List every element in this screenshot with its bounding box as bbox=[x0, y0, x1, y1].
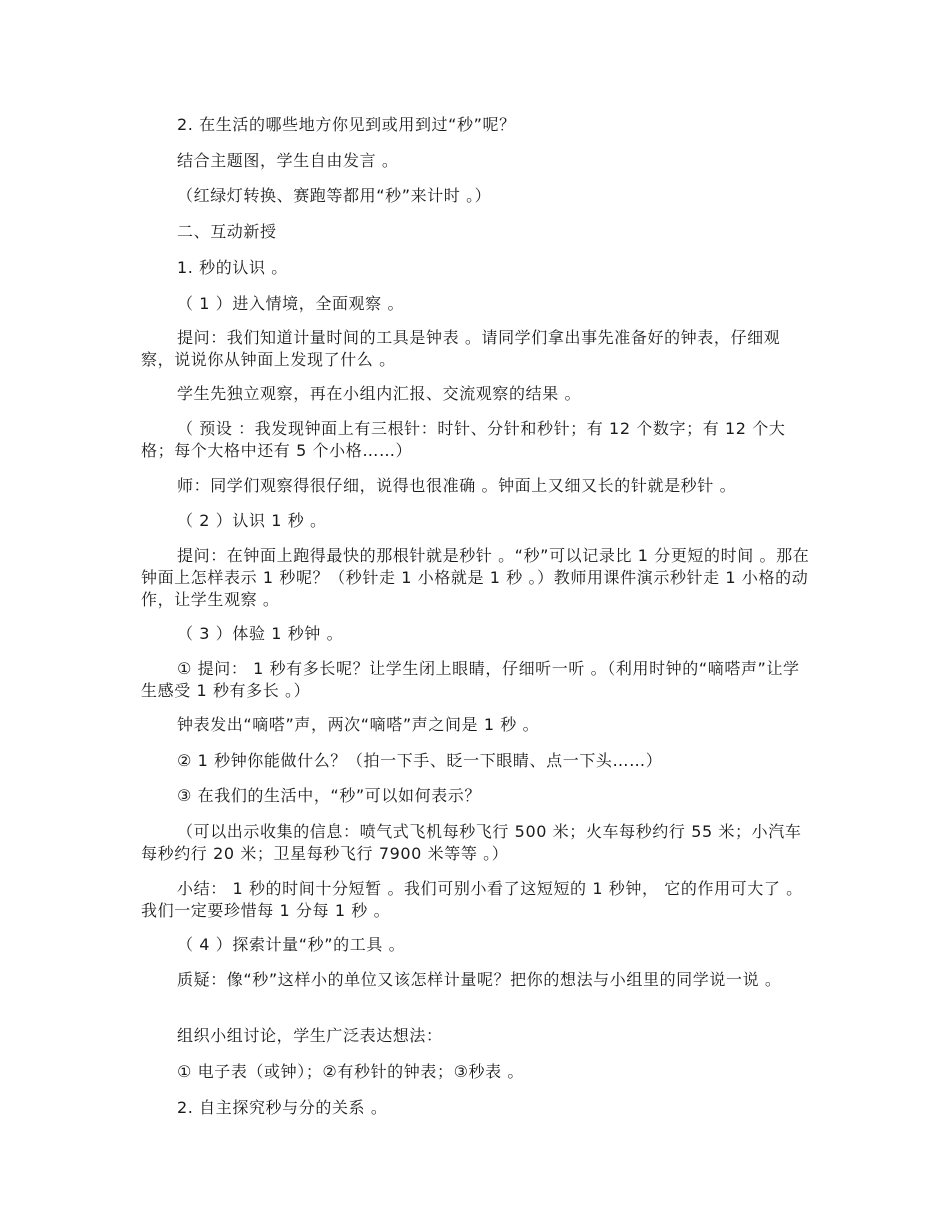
step-1-heading: （ 1 ）进入情境，全面观察 。 bbox=[177, 294, 405, 313]
paragraph-tools: ① 电子表（或钟）；②有秒针的钟表；③秒表 。 bbox=[177, 1062, 525, 1081]
paragraph-question-2: 2. 在生活的哪些地方你见到或用到过“秒”呢？ bbox=[177, 115, 516, 134]
paragraph-observe: 学生先独立观察，再在小组内汇报、交流观察的结果 。 bbox=[177, 384, 582, 403]
paragraph-free-speech: 结合主题图，学生自由发言 。 bbox=[177, 151, 399, 170]
paragraph-query: 质疑：像“秒”这样小的单位又该怎样计量呢？把你的想法与小组里的同学说一说 。 bbox=[177, 970, 782, 989]
paragraph-tick: 钟表发出“嘀嗒”声，两次“嘀嗒”声之间是 1 秒 。 bbox=[177, 715, 540, 734]
paragraph-info: （可以出示收集的信息：喷气式飞机每秒飞行 500 米；火车每秒约行 55 米；小汽车每秒约行 20 米；卫星每秒飞行 7900 米等等 。） bbox=[141, 822, 802, 863]
step-3-heading: （ 3 ）体验 1 秒钟 。 bbox=[177, 624, 344, 643]
step-4-heading: （ 4 ）探索计量“秒”的工具 。 bbox=[177, 935, 406, 954]
paragraph-life-second: ③ 在我们的生活中，“秒”可以如何表示？ bbox=[177, 786, 482, 805]
paragraph-group-discussion: 组织小组讨论，学生广泛表达想法： bbox=[177, 1026, 443, 1045]
step-2-heading: （ 2 ）认识 1 秒 。 bbox=[177, 511, 327, 530]
subheading-second-recognition: 1. 秒的认识 。 bbox=[177, 258, 288, 277]
section-heading-interactive: 二、互动新授 bbox=[177, 222, 277, 241]
paragraph-traffic-light: （红绿灯转换、赛跑等都用“秒”来计时 。） bbox=[177, 186, 492, 205]
paragraph-second-hand: 提问：在钟面上跑得最快的那根针就是秒针 。“秒”可以记录比 1 分更短的时间 。那在钟面上怎样表示 1 秒呢？（秒针走 1 小格就是 1 秒 。）教师用课件演示秒针走 1 小格的动作，让学生观察 。 bbox=[141, 546, 810, 609]
paragraph-experience: ① 提问： 1 秒有多长呢？让学生闭上眼睛，仔细听一听 。（利用时钟的“嘀嗒声”让学生感受 1 秒有多长 。） bbox=[141, 659, 800, 700]
paragraph-summary: 小结： 1 秒的时间十分短暂 。我们可别小看了这短短的 1 秒钟， 它的作用可大了 。我们一定要珍惜每 1 分每 1 秒 。 bbox=[141, 879, 803, 920]
paragraph-teacher: 师：同学们观察得很仔细，说得也很准确 。钟面上又细又长的针就是秒针 。 bbox=[177, 476, 737, 495]
subheading-second-minute: 2. 自主探究秒与分的关系 。 bbox=[177, 1098, 388, 1117]
paragraph-one-second-do: ② 1 秒钟你能做什么？（拍一下手、眨一下眼睛、点一下头……） bbox=[177, 751, 663, 770]
paragraph-question-clock: 提问：我们知道计量时间的工具是钟表 。请同学们拿出事先准备好的钟表，仔细观察，说说你从钟面上发现了什么 。 bbox=[141, 328, 781, 369]
paragraph-preset: （ 预设 ：我发现钟面上有三根针：时针、分针和秒针；有 12 个数字；有 12 个大格；每个大格中还有 5 个小格……） bbox=[141, 419, 786, 460]
